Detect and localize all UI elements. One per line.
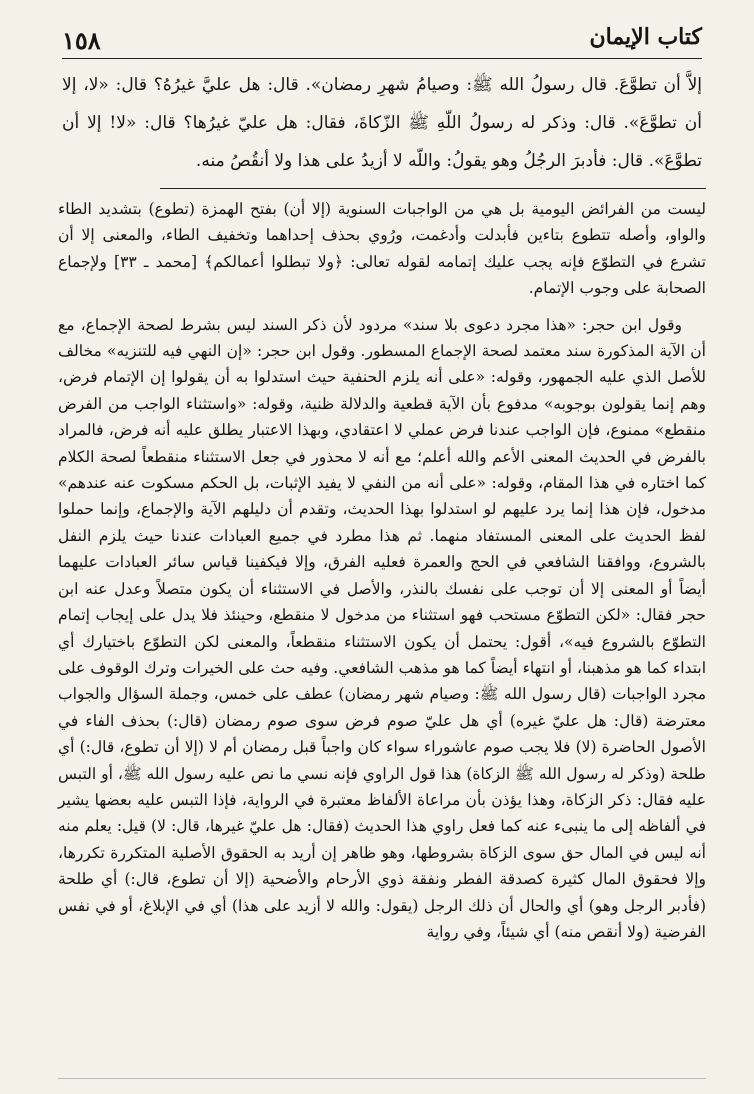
hadith-text-block <box>62 66 702 180</box>
page-number: ١٥٨ <box>62 26 101 55</box>
commentary-paragraph: وقول ابن حجر: «هذا مجرد دعوى بلا سند» مردود لأن ذكر السند ليس بشرط لصحة الإجماع، مع أن الآية المذكورة سند معتمد لصحة الإجماع المسطور. وقول ابن حجر: «إن النهي فيه للتنزيه» مخالف للأصل الذي عليه الجمهور، وقوله: «على أنه يلزم الحنفية حيث استدلوا به أن يقولوا إن الإتمام فرض، وهم إنما يقولون بوجوبه» مدفوع بأن الآية قطعية والدلالة ظنية، وقوله: «واستثناء الواجب من الفرض منقطع» ممنوع، فإن الواجب عندنا فرض عملي لا اعتقادي، وبهذا الاعتبار يطلق عليه أنه فرض، فالمراد بالفرض في الحديث المعنى الأعم والله أعلم؛ مع أنه لا محذور في جعل الاستثناء منقطعاً لصحة الكلام كما اختاره في هذا المقام، وقوله: «على أنه من النفي لا يفيد الإثبات، بل الحكم مسكوت عنه عندهم» مدخول، فإن هذا إنما يرد عليهم لو استدلوا بهذا الحديث، وتقدم أن دليلهم الآية والإجماع، وإنما حملوا لفظ الحديث على المعنى المستفاد منهما. ثم هذا مطرد في جميع العبادات عندنا حيث يلزم النفل بالشروع، ووافقنا الشافعي في الحج والعمرة فعليه الفرق، وإلا فيكفينا قياس سائر العبادات عليهما أيضاً أو المعنى إلا أن توجب على نفسك بالنذر، والأصل في الاستثناء أن يكون متصلاً وعدل عنه ابن حجر فقال: «لكن التطوّع مستحب فهو استثناء من مدخول لا منقطع، وحينئذ فلا يدل على إيجاب إتمام التطوّع بالشروع فيه»، أقول: يحتمل أن يكون الاستثناء منقطعاً، والمعنى لكن التطوّع باختيارك أي ابتداء كما هو مذهبنا، أو انتهاء أيضاً كما هو مذهب الشافعي. وفيه حث على الخيرات وترك الوقوف على مجرد الواجبات (قال رسول الله ﷺ: وصيام شهر رمضان) عطف على خمس، وجملة السؤال والجواب معترضة (قال: هل عليّ غيره) أي هل عليّ صوم فرض سوى صوم رمضان (قال:) بحذف الفاء في الأصول الحاضرة (لا) فلا يجب صوم عاشوراء سواء كان واجباً قبل رمضان أم لا (إلا أن تطوع، قال:) أي طلحة (وذكر له رسول الله ﷺ الزكاة) هذا قول الراوي فإنه نسي ما نص عليه رسول الله ﷺ، أو التبس عليه فقال: ذكر الزكاة، وهذا يؤذن بأن مراعاة الألفاظ معتبرة في الرواية، فإذا التبس عليه بعضها يشير في ألفاظه إلى ما ينبىء عنه كما فعل راوي هذا الحديث (فقال: هل عليّ غيرها، قال: لا) قيل: يعلم منه أنه ليس في المال حق سوى الزكاة بشروطها، وهو ظاهر إن أريد به الحقوق الأصلية المتكررة تكررها، وإلا فحقوق المال كثيرة كصدقة الفطر ونفقة ذوي الأرحام والأضحية (إلا أن تطوع، قال:) أي طلحة (فأدبر الرجل وهو) أي والحال أن ذلك الرجل (يقول: والله لا أزيد على هذا) أي في الإبلاغ، أو في نفس الفرضية (ولا أنقص منه) أي شيئاً، وفي رواية <box>58 315 706 941</box>
book-title: كتاب الإيمان <box>589 24 702 50</box>
header-divider <box>62 58 702 59</box>
hadith-text: إلاَّ أن تطوَّعَ. قال رسولُ الله ﷺ: وصيامُ شهرِ رمضان». قال: هل عليَّ غيرُهُ؟ قال: «لا، إلا أن تطوَّعَ». قال: وذكر له رسولُ اللّهِ ﷺ الزّكاةَ، فقال: هل عليّ غيرُها؟ قال: «لا! إلا أن تطوَّعَ». قال: فأدبرَ الرجُلُ وهو يقولُ: واللّه لا أزيدُ على هذا ولا أنقُصُ منه. <box>62 75 702 171</box>
page-header <box>62 22 702 58</box>
text-commentary-separator <box>160 188 706 189</box>
commentary-block <box>58 196 706 945</box>
page-bottom-edge <box>58 1078 706 1079</box>
commentary-paragraph: ليست من الفرائض اليومية بل هي من الواجبات السنوية (إلا أن) بفتح الهمزة (تطوع) بتشديد الطاء والواو، وأصله تتطوع بتاءين فأبدلت وأدغمت، ورُوي بحذف إحداهما وتخفيف الطاء، والمعنى إلا أن تشرع في التطوّع فإنه يجب عليك إتمامه لقوله تعالى: ﴿ولا تبطلوا أعمالكم﴾ [محمد ـ ٣٣] ولإجماع الصحابة على وجوب الإتمام. <box>58 200 706 298</box>
